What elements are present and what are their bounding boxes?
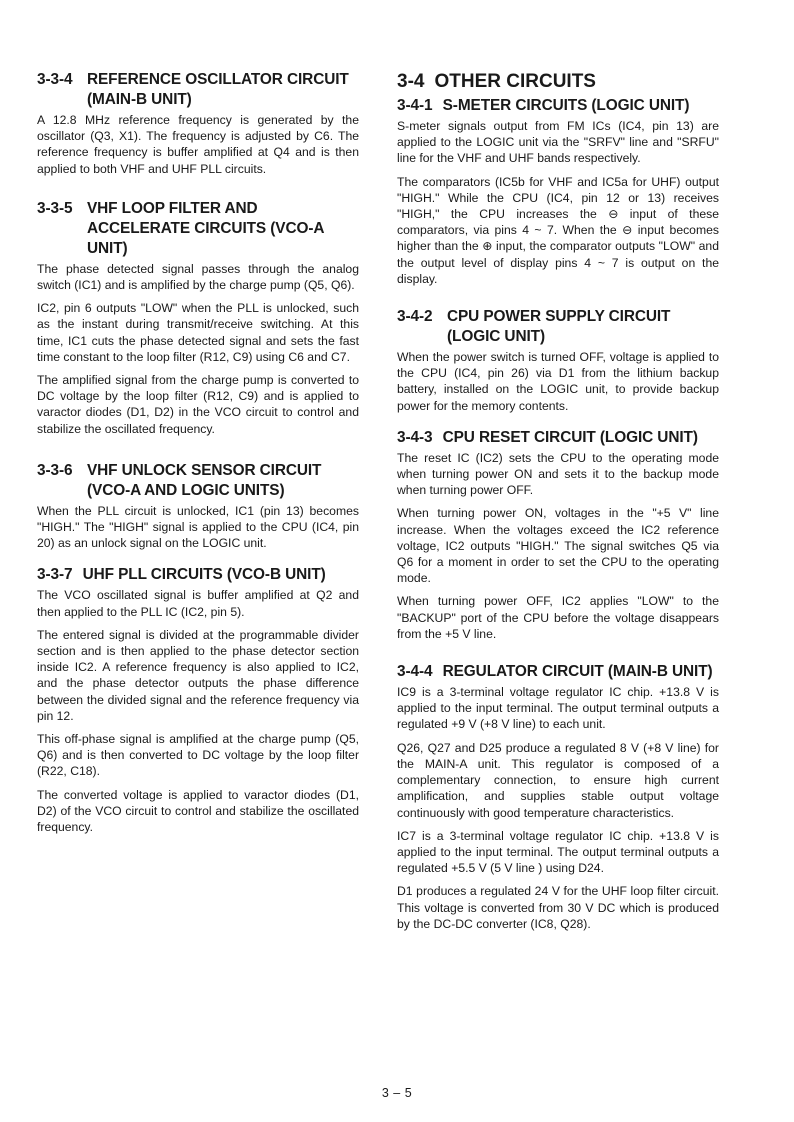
paragraph: The VCO oscillated signal is buffer amplified at Q2 and then applied to the PLL IC (IC2, pin 5). bbox=[37, 588, 359, 619]
paragraph: When the power switch is turned OFF, voltage is applied to the CPU (IC4, pin 26) via D1 from the lithium backup battery, installed on the LOGIC unit, to provide backup power for the memory contents. bbox=[397, 350, 719, 413]
page-number: 3 – 5 bbox=[381, 1086, 413, 1100]
paragraph: IC2, pin 6 outputs "LOW" when the PLL is unlocked, such as the instant during transmit/receive switching. At this time, IC1 cuts the phase detected signal and sets the fast time constant to the loop filter (R12, C9) using C6 and C7. bbox=[37, 301, 359, 364]
chapter-number: 3-4 bbox=[397, 71, 425, 92]
section-3-4-1 bbox=[397, 96, 719, 287]
section-number: 3-4-3 bbox=[397, 428, 433, 446]
paragraph: When turning power OFF, IC2 applies "LOW" to the "BACKUP" port of the CPU before the voltage disappears from the +5 V line. bbox=[397, 594, 719, 641]
section-title: UHF PLL CIRCUITS (VCO-B UNIT) bbox=[82, 566, 326, 584]
section-heading bbox=[397, 428, 719, 448]
chapter-heading bbox=[397, 70, 719, 94]
section-heading bbox=[37, 461, 359, 501]
section-heading bbox=[397, 662, 719, 682]
paragraph: When turning power ON, voltages in the "+5 V" line increase. When the voltages exceed the IC2 reference voltage, IC2 outputs "HIGH." The signal switches Q5 via Q6 for a moment in order to set the CPU to the operating mode. bbox=[397, 506, 719, 586]
section-heading bbox=[397, 307, 719, 347]
section-number: 3-4-1 bbox=[397, 97, 433, 114]
section-title: S-METER CIRCUITS (LOGIC UNIT) bbox=[442, 97, 690, 114]
section-title: VHF LOOP FILTER AND ACCELERATE CIRCUITS (VCO-A UNIT) bbox=[87, 199, 324, 257]
paragraph: S-meter signals output from FM ICs (IC4, pin 13) are applied to the LOGIC unit via the "SRFV" line and "SRFU" line for the VHF and UHF bands respectively. bbox=[397, 119, 719, 166]
paragraph: The phase detected signal passes through the analog switch (IC1) and is amplified by the charge pump (Q5, Q6). bbox=[37, 261, 359, 293]
section-title: CPU RESET CIRCUIT (LOGIC UNIT) bbox=[442, 428, 698, 446]
paragraph: D1 produces a regulated 24 V for the UHF loop filter circuit. This voltage is converted from 30 V DC which is produced by the DC-DC converter (IC8, Q28). bbox=[397, 884, 719, 931]
paragraph: The comparators (IC5b for VHF and IC5a for UHF) output "HIGH." While the CPU (IC4, pin 12 or 13) receives "HIGH," the CPU increases the ⊖ input of these comparators, via pins 4 ~ 7. When the ⊖ input becomes higher than the ⊕ input, the comparator outputs "LOW" and the output level of display pins 4 ~ 7 is output on the display. bbox=[397, 174, 719, 286]
section-number: 3-3-7 bbox=[37, 566, 73, 584]
paragraph: The amplified signal from the charge pump is converted to DC voltage by the loop filter (R12, C9) and is applied to varactor diodes (D1, D2) in the VCO circuit to control and stabilize the oscillated frequency. bbox=[37, 373, 359, 436]
section-title: CPU POWER SUPPLY CIRCUIT (LOGIC UNIT) bbox=[447, 308, 671, 346]
section-title: VHF UNLOCK SENSOR CIRCUIT (VCO-A AND LOGIC UNITS) bbox=[87, 461, 322, 499]
paragraph: The entered signal is divided at the programmable divider section and is then applied to the phase detector section inside IC2. A reference frequency is also applied to IC2, and the phase detector outputs the phase difference between the divided signal and the reference frequency via pin 12. bbox=[37, 627, 359, 723]
section-number: 3-3-5 bbox=[37, 199, 73, 217]
section-3-4-2 bbox=[397, 307, 719, 414]
paragraph: When the PLL circuit is unlocked, IC1 (pin 13) becomes "HIGH." The "HIGH" signal is applied to the CPU (IC4, pin 20) as an unlock signal on the LOGIC unit. bbox=[37, 503, 359, 551]
section-heading bbox=[37, 199, 359, 259]
paragraph: The reset IC (IC2) sets the CPU to the operating mode when turning power ON and sets it to the backup mode when turning power OFF. bbox=[397, 450, 719, 498]
paragraph: IC9 is a 3-terminal voltage regulator IC chip. +13.8 V is applied to the input terminal. The output terminal outputs a regulated +9 V (+8 V line) to each unit. bbox=[397, 685, 719, 732]
paragraph: The converted voltage is applied to varactor diodes (D1, D2) of the VCO circuit to control and stabilize the oscillated frequency. bbox=[37, 787, 359, 835]
section-3-4-4 bbox=[397, 662, 719, 932]
section-3-3-4 bbox=[37, 70, 359, 177]
right-column bbox=[397, 70, 719, 939]
section-title: REFERENCE OSCILLATOR CIRCUIT (MAIN-B UNIT) bbox=[87, 71, 349, 108]
paragraph: IC7 is a 3-terminal voltage regulator IC chip. +13.8 V is applied to the input terminal. The output terminal outputs a regulated +5.5 V (5 V line ) using D24. bbox=[397, 828, 719, 876]
section-3-4-3 bbox=[397, 428, 719, 642]
section-heading bbox=[397, 96, 719, 116]
section-number: 3-3-4 bbox=[37, 71, 73, 88]
section-heading bbox=[37, 565, 359, 585]
section-number: 3-4-2 bbox=[397, 308, 433, 326]
section-number: 3-4-4 bbox=[397, 663, 433, 681]
paragraph: Q26, Q27 and D25 produce a regulated 8 V (+8 V line) for the MAIN-A unit. This regulator is composed of a complementary connection, to ensure high current amplification, and supplies stable output voltage continuously with good temperature characteristics. bbox=[397, 740, 719, 820]
section-3-3-5 bbox=[37, 199, 359, 437]
section-number: 3-3-6 bbox=[37, 461, 73, 479]
chapter-title: OTHER CIRCUITS bbox=[434, 71, 596, 92]
section-title: REGULATOR CIRCUIT (MAIN-B UNIT) bbox=[442, 663, 713, 681]
paragraph: A 12.8 MHz reference frequency is generated by the oscillator (Q3, X1). The frequency is adjusted by C6. The reference frequency is buffer amplified at Q4 and is then applied to both VHF and UHF PLL circuits. bbox=[37, 113, 359, 176]
section-3-3-7 bbox=[37, 565, 359, 835]
left-column bbox=[37, 70, 359, 842]
paragraph: This off-phase signal is amplified at the charge pump (Q5, Q6) and is then converted to DC voltage by the loop filter (R22, C18). bbox=[37, 732, 359, 779]
section-3-3-6 bbox=[37, 461, 359, 552]
section-heading bbox=[37, 70, 359, 110]
